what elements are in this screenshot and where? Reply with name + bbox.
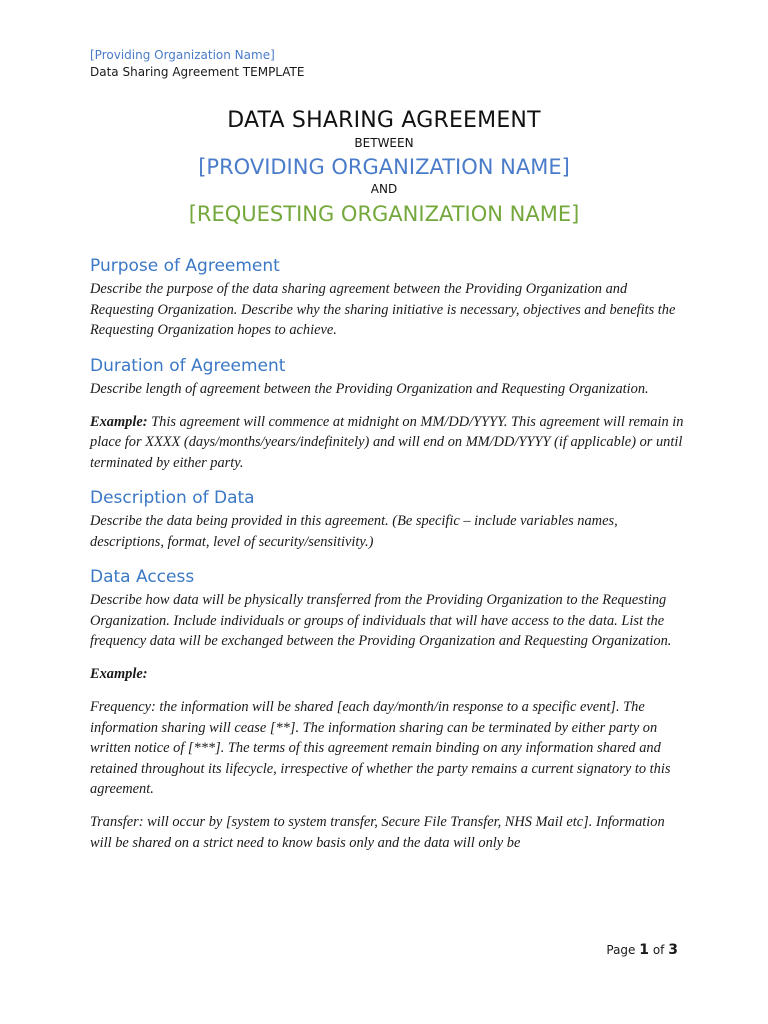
access-transfer-text: Transfer: will occur by [system to system transfer, Secure File Transfer, NHS Mail etc]. Information will be shared on a strict need to know basis only and the data will only be xyxy=(90,814,665,851)
document-title: DATA SHARING AGREEMENT xyxy=(227,108,541,133)
access-text: Describe how data will be physically transferred from the Providing Organization to the Requesting Organization. Include individuals or groups of individuals that will have access to the data. List the frequency data will be exchanged between the Providing Organization and Requesting Organization. xyxy=(90,592,672,649)
header-org-placeholder: [Providing Organization Name] xyxy=(90,48,275,62)
page-word: Page xyxy=(606,943,636,957)
duration-example xyxy=(90,412,685,474)
between-label: BETWEEN xyxy=(354,136,414,150)
and-label: AND xyxy=(370,182,398,196)
page-header xyxy=(90,47,304,81)
purpose-heading: Purpose of Agreement xyxy=(90,256,280,276)
duration-text: Describe length of agreement between the Providing Organization and Requesting Organization. xyxy=(90,380,649,397)
access-heading: Data Access xyxy=(90,567,195,587)
access-example xyxy=(90,664,685,685)
document-body xyxy=(90,253,685,853)
description-heading: Description of Data xyxy=(90,488,255,508)
current-page-number: 1 xyxy=(639,942,650,958)
header-template-label: Data Sharing Agreement TEMPLATE xyxy=(90,65,305,79)
title-block xyxy=(0,106,768,229)
access-example-label: Example: xyxy=(90,666,148,682)
of-word: of xyxy=(652,943,665,957)
duration-heading: Duration of Agreement xyxy=(90,355,286,376)
total-page-count: 3 xyxy=(668,942,678,958)
description-text: Describe the data being provided in this agreement. (Be specific – include variables names, descriptions, format, level of security/sensitivity.) xyxy=(90,513,618,550)
requesting-org-title: [REQUESTING ORGANIZATION NAME] xyxy=(188,202,580,226)
duration-example-label: Example: xyxy=(90,413,148,430)
providing-org-title: [PROVIDING ORGANIZATION NAME] xyxy=(198,155,570,179)
access-frequency-text: Frequency: the information will be shared [each day/month/in response to a specific event]. The information sharing will cease [**]. The information sharing can be terminated by either party on written notice of [***]. The terms of this agreement remain binding on any information shared and retained throughout its lifecycle, irrespective of whether the party remains a current signatory to this agreement. xyxy=(90,699,671,797)
purpose-text: Describe the purpose of the data sharing agreement between the Providing Organization and Requesting Organization. Describe why the sharing initiative is necessary, objectives and benefits the Requesting Organization hopes to achieve. xyxy=(90,281,676,338)
page-footer xyxy=(606,942,678,958)
duration-example-text: This agreement will commence at midnight on MM/DD/YYYY. This agreement will remain in place for XXXX (days/months/years/indefinitely) and will end on MM/DD/YYYY (if applicable) or until terminated by either party. xyxy=(90,413,684,471)
